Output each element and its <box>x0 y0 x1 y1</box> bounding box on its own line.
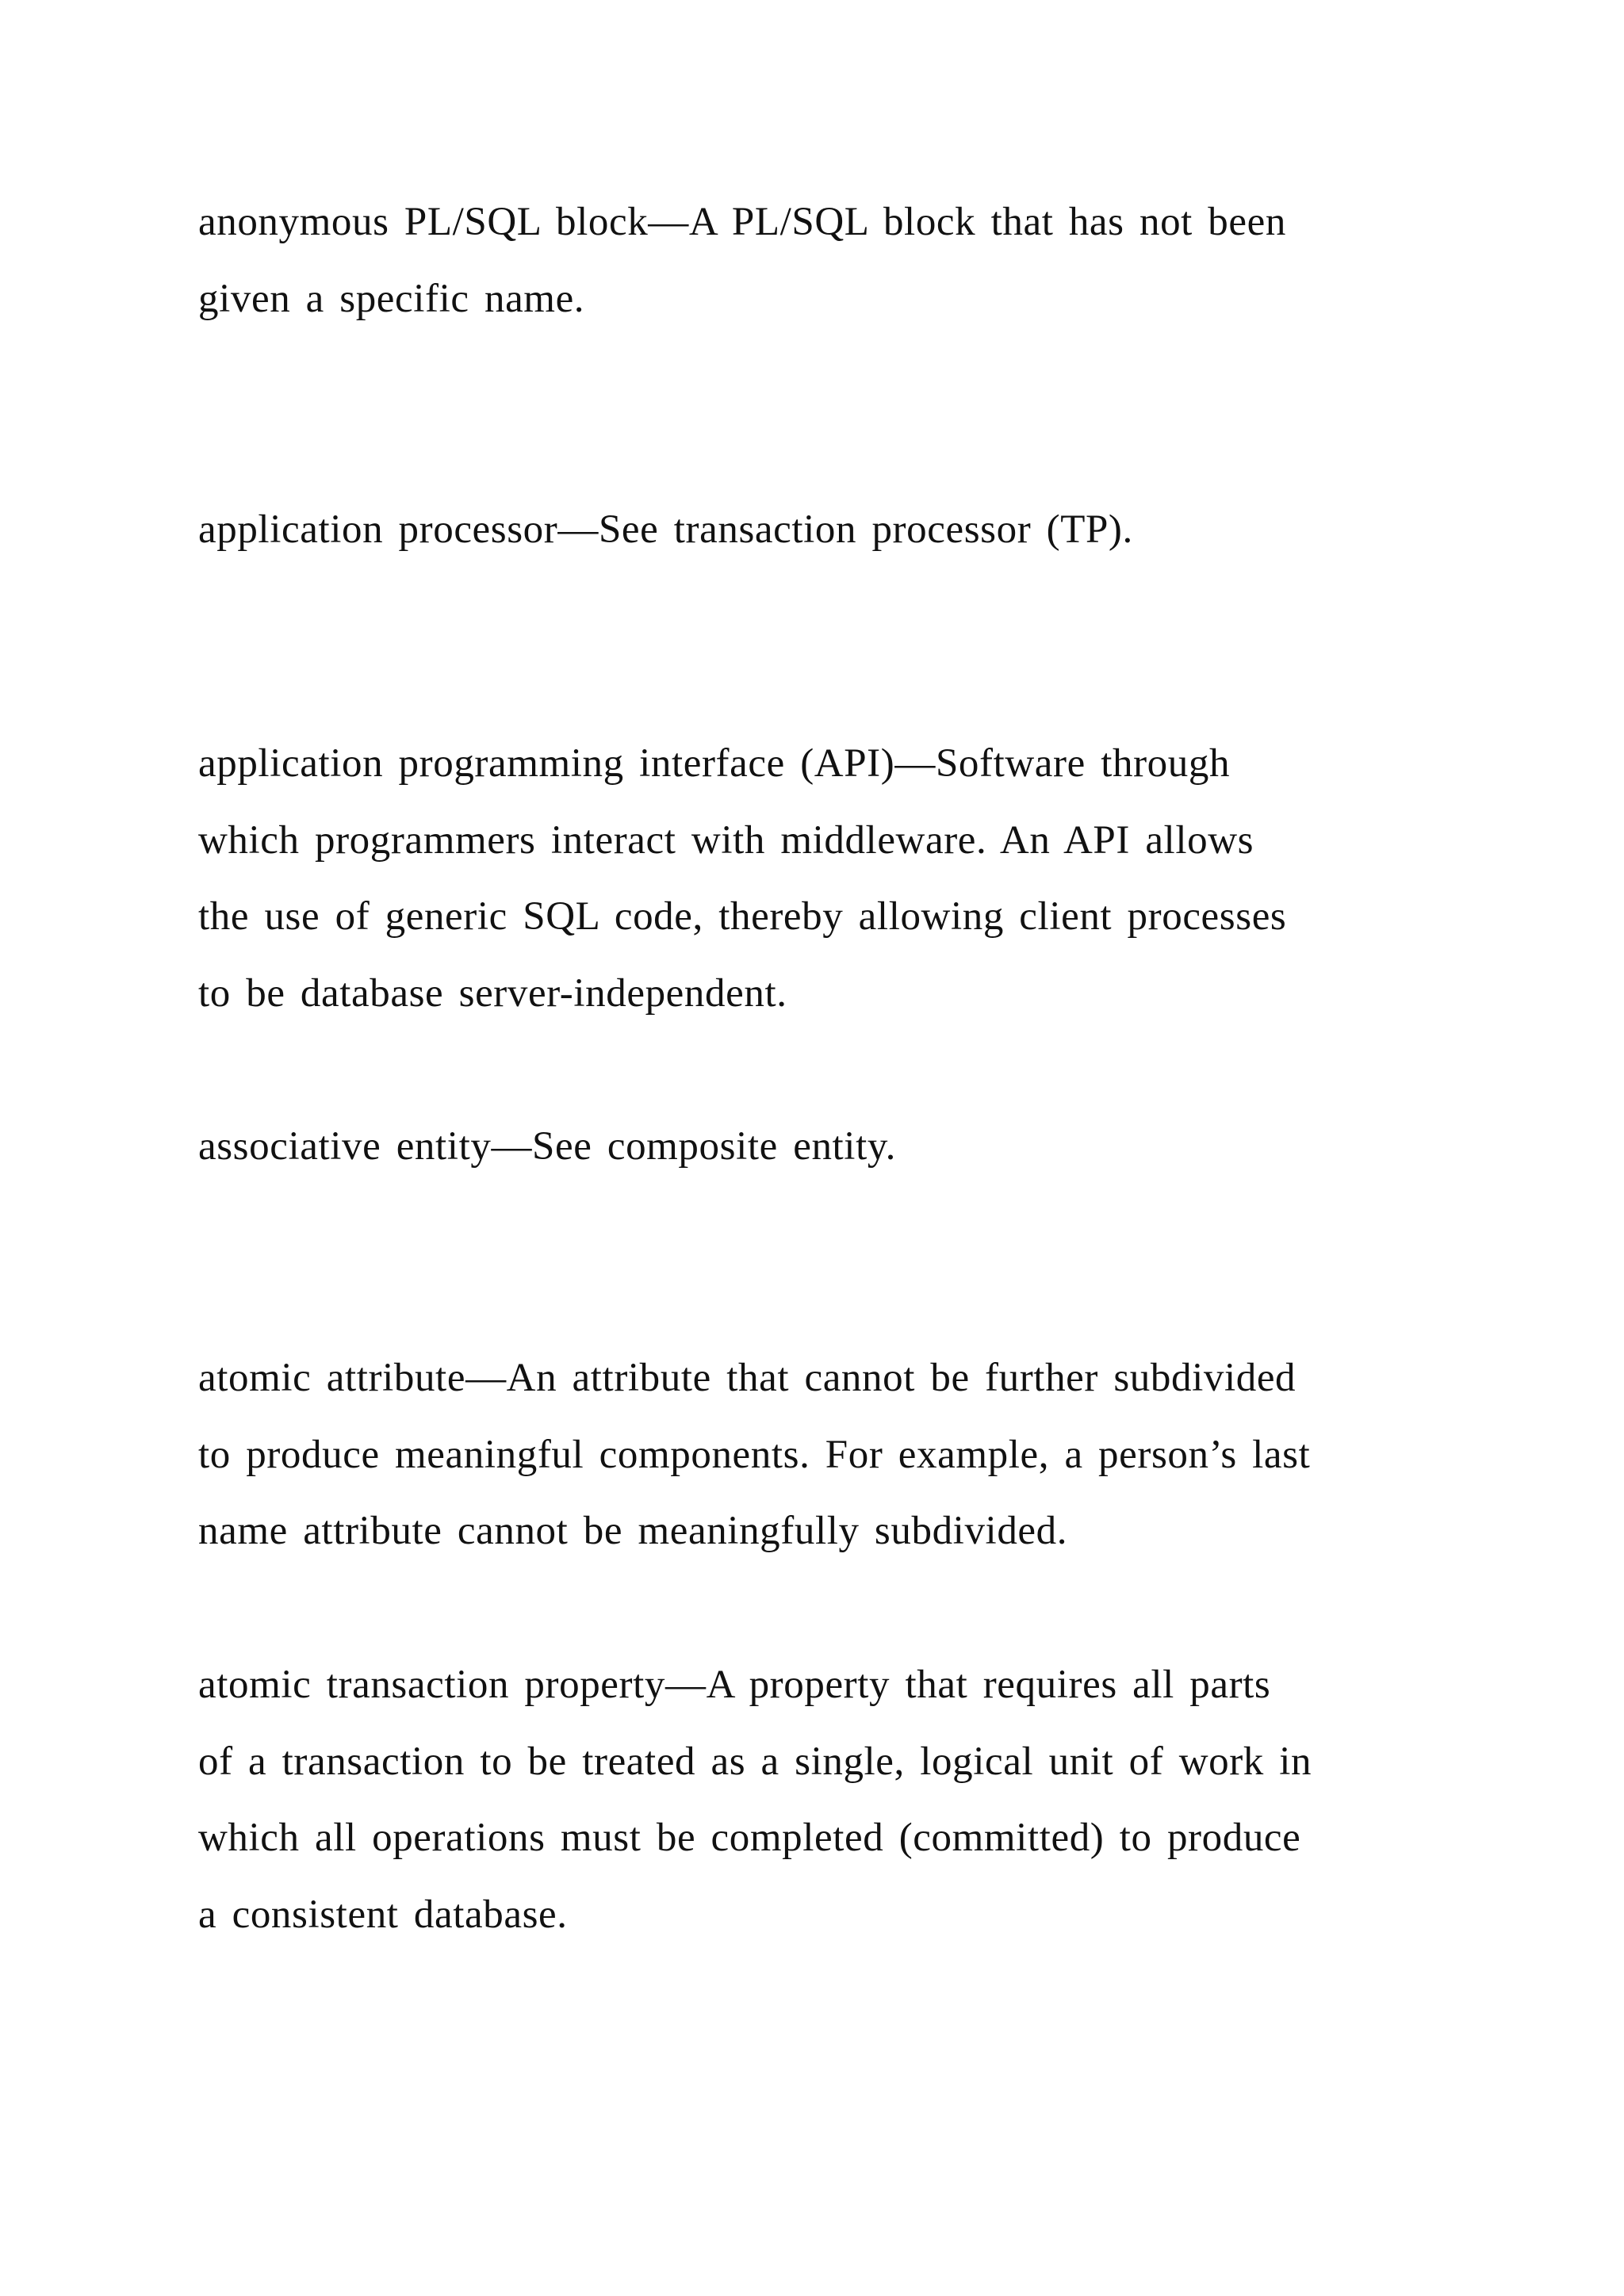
glossary-entry-anonymous-plsql-block <box>198 184 1435 337</box>
entry-line: to produce meaningful components. For example, a person’s last <box>198 1432 1311 1477</box>
entry-line: of a transaction to be treated as a single, logical unit of work in <box>198 1739 1312 1784</box>
glossary-entry-application-processor <box>198 492 1435 568</box>
glossary-entry-atomic-transaction-property <box>198 1647 1435 1953</box>
entry-line: the use of generic SQL code, thereby allowing client processes <box>198 894 1287 939</box>
entry-line: atomic attribute—An attribute that cannot be further subdivided <box>198 1356 1297 1400</box>
entry-line: a consistent database. <box>198 1892 568 1937</box>
glossary-entry-atomic-attribute <box>198 1340 1435 1570</box>
glossary-entry-associative-entity <box>198 1108 1435 1185</box>
entry-line: application programming interface (API)—Software through <box>198 741 1231 786</box>
entry-line: name attribute cannot be meaningfully subdivided. <box>198 1509 1068 1553</box>
entry-line: which all operations must be completed (committed) to produce <box>198 1816 1301 1860</box>
entry-line: atomic transaction property—A property that requires all parts <box>198 1663 1271 1707</box>
entry-line: anonymous PL/SQL block—A PL/SQL block that has not been <box>198 200 1286 244</box>
entry-line: which programmers interact with middleware. An API allows <box>198 817 1254 863</box>
glossary-entry-application-programming-interface <box>198 725 1435 1031</box>
entry-line: associative entity—See composite entity. <box>198 1124 896 1169</box>
entry-line: application processor—See transaction processor (TP). <box>198 507 1133 552</box>
entry-line: given a specific name. <box>198 276 585 321</box>
entry-line: to be database server-independent. <box>198 970 787 1016</box>
